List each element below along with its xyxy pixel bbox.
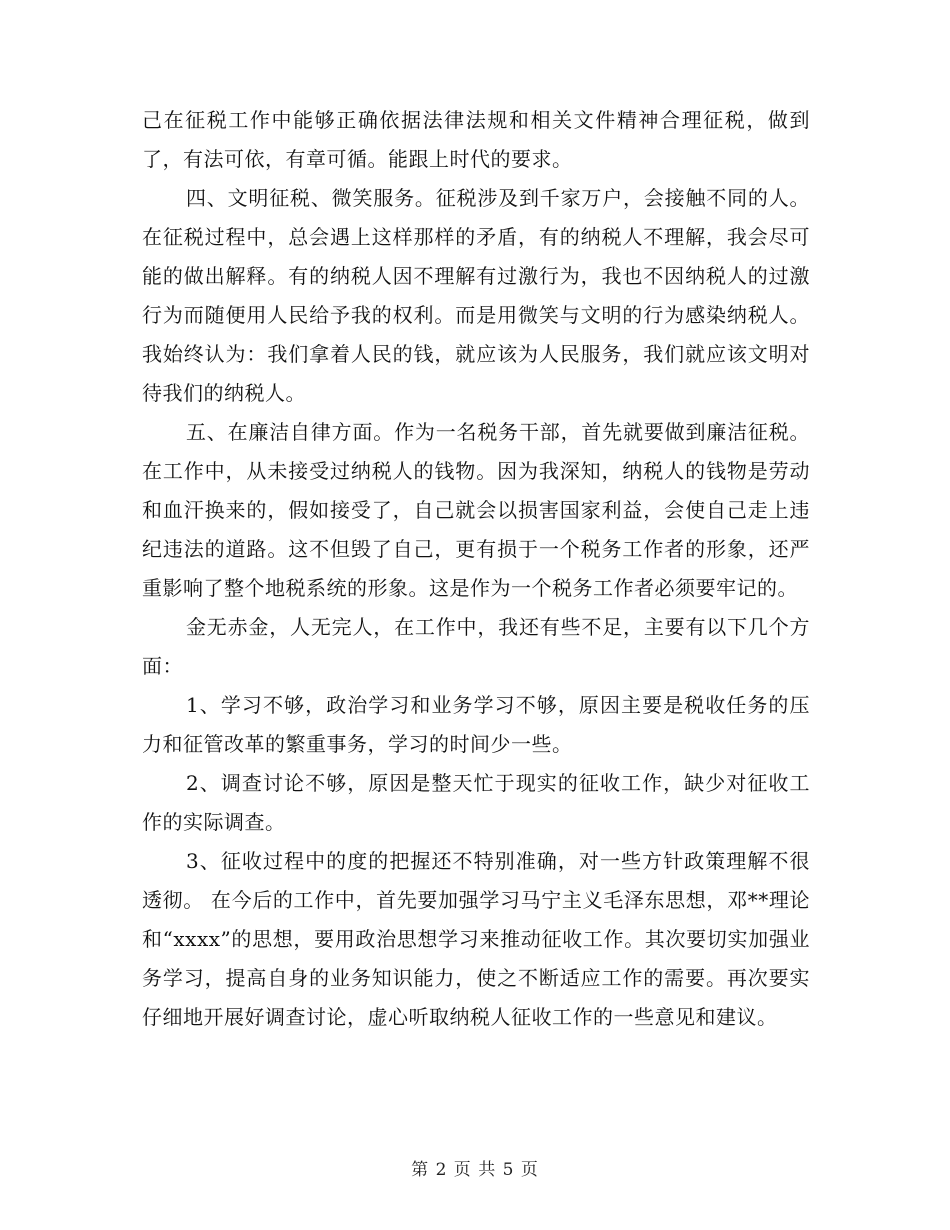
paragraph-shortcomings-intro: 金无赤金，人无完人，在工作中，我还有些不足，主要有以下几个方面： xyxy=(142,615,810,678)
page-footer xyxy=(0,1155,950,1180)
document-body xyxy=(142,101,810,1037)
paragraph-shortcoming-1: 1、学习不够，政治学习和业务学习不够，原因主要是税收任务的压力和征管改革的繁重事务，学习的时间少一些。 xyxy=(142,693,810,756)
paragraph-integrity: 五、在廉洁自律方面。作为一名税务干部，首先就要做到廉洁征税。在工作中，从未接受过纳税人的钱物。因为我深知，纳税人的钱物是劳动和血汗换来的，假如接受了，自己就会以损害国家利益，会使自己走上违纪违法的道路。这不但毁了自己，更有损于一个税务工作者的形象，还严重影响了整个地税系统的形象。这是作为一个税务工作者必须要牢记的。 xyxy=(142,420,810,600)
paragraph-shortcoming-3: 3、征收过程中的度的把握还不特别准确，对一些方针政策理解不很透彻。 在今后的工作中，首先要加强学习马宁主义毛泽东思想，邓**理论和“xxxx”的思想，要用政治思想学习来推动征收工作。其次要切实加强业务学习，提高自身的业务知识能力，使之不断适应工作的需要。再次要实仔细地开展好调查讨论，虚心听取纳税人征收工作的一些意见和建议。 xyxy=(142,849,810,1029)
paragraph-continuation: 己在征税工作中能够正确依据法律法规和相关文件精神合理征税，做到了，有法可依，有章可循。能跟上时代的要求。 xyxy=(142,108,810,171)
page-number: 第 2 页 共 5 页 xyxy=(411,1160,539,1180)
paragraph-shortcoming-2: 2、调查讨论不够，原因是整天忙于现实的征收工作，缺少对征收工作的实际调查。 xyxy=(142,771,810,834)
paragraph-civilized-taxation: 四、文明征税、微笑服务。征税涉及到千家万户，会接触不同的人。在征税过程中，总会遇上这样那样的矛盾，有的纳税人不理解，我会尽可能的做出解释。有的纳税人因不理解有过激行为，我也不因纳税人的过激行为而随便用人民给予我的权利。而是用微笑与文明的行为感染纳税人。我始终认为：我们拿着人民的钱，就应该为人民服务，我们就应该文明对待我们的纳税人。 xyxy=(142,186,810,405)
